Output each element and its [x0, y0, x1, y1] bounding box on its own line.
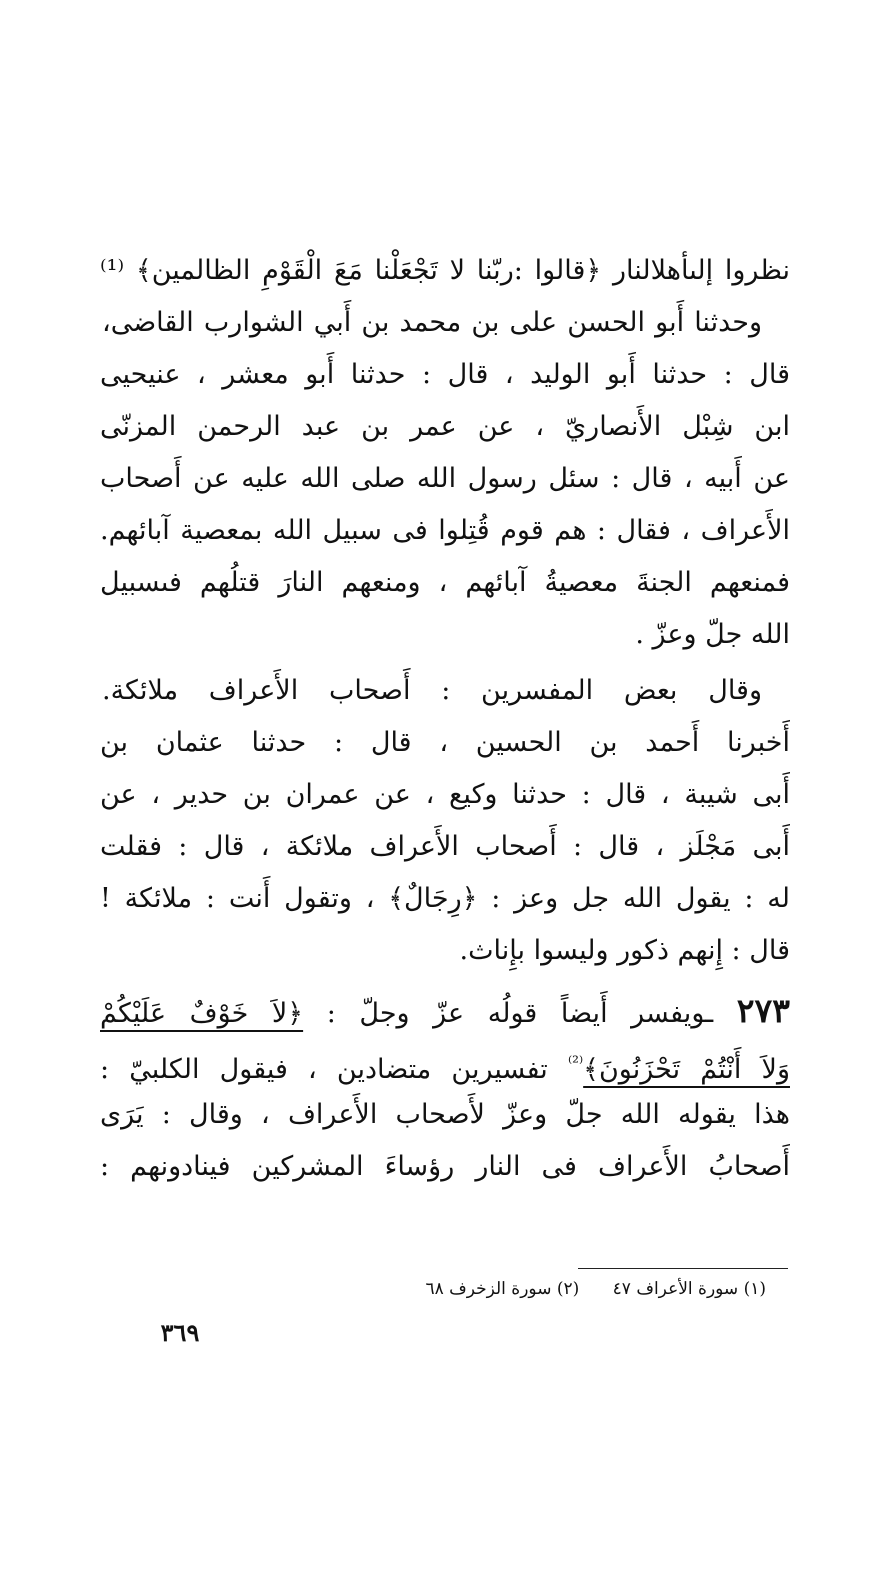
section-273-line-1 — [100, 985, 790, 1037]
text-line-10: أَخبرنا أَحمد بن الحسين ، قال : حدثنا عثمان بن — [100, 727, 790, 758]
text-line-14: قال : إِنهم ذكور وليسوا بإِناث. — [459, 935, 790, 966]
text-line-5: عن أَبيه ، قال : سئل رسول الله صلى الله عليه عن أَصحاب — [100, 463, 790, 494]
text-line-12: أَبى مَجْلَز ، قال : أَصحاب الأَعراف ملائكة ، قال : فقلت — [100, 831, 790, 862]
page-number: ٣٦٩ — [160, 1318, 200, 1347]
section-273-line-2 — [100, 1037, 790, 1089]
quran-verse-end: وَلاَ أَنْتُمْ تَحْزَنُونَ﴾ — [583, 1054, 790, 1085]
text-line-13: له : يقول الله جل وعز : ﴿رِجَالٌ﴾ ، وتقول أَنت : ملائكة ! — [100, 883, 790, 914]
footnote-1: (١) سورة الأعراف ٤٧ — [612, 1279, 766, 1299]
text-line-4: ابن شِبْل الأَنصاريّ ، عن عمر بن عبد الرحمن المزنّى — [100, 411, 790, 442]
footnote-2: (٢) سورة الزخرف ٦٨ — [425, 1279, 580, 1299]
quran-verse-start: ﴿لاَ خَوْفٌ عَلَيْكُمْ — [100, 998, 304, 1029]
footnote-ref-2: ⁽²⁾ — [567, 1053, 584, 1073]
text-line-6: الأَعراف ، فقال : هم قوم قُتِلوا فى سبيل الله بمعصية آبائهم. — [100, 515, 790, 546]
text-line-8: الله جلّ وعزّ . — [635, 619, 790, 650]
footnotes — [246, 1272, 766, 1306]
section-intro: ـويفسر أَيضاً قولُه عزّ وجلّ : — [326, 998, 714, 1029]
text-line-3: قال : حدثنا أَبو الوليد ، قال : حدثنا أَبو معشر ، عنيحيى — [100, 359, 790, 390]
section-line-2-text: تفسيرين متضادين ، فيقول الكلبيّ : — [100, 1054, 548, 1085]
section-273-line-4: أَصحابُ الأَعراف فى النار رؤساءَ المشركين فينادونهم : — [100, 1151, 790, 1182]
text-line-2: وحدثنا أَبو الحسن على بن محمد بن أَبي الشوارب القاضى، — [102, 307, 762, 338]
section-273-line-3: هذا يقوله الله جلّ وعزّ لأَصحاب الأَعراف ، وقال : يَرَى — [100, 1099, 790, 1130]
text-line-11: أَبى شيبة ، قال : حدثنا وكيع ، عن عمران بن حدير ، عن — [100, 779, 790, 810]
text-line-1: نظروا إلىأهلالنار ﴿قالوا :ربّنا لا تَجْعَلْنا مَعَ الْقَوْمِ الظالمين﴾ ⁽¹⁾ — [100, 255, 790, 286]
text-line-7: فمنعهم الجنةَ معصيةُ آبائهم ، ومنعهم النارَ قتلُهم فىسبيل — [100, 567, 790, 598]
footnote-divider — [578, 1268, 788, 1269]
text-line-9: وقال بعض المفسرين : أَصحاب الأَعراف ملائكة. — [102, 675, 762, 706]
section-number: ٢٧٣ — [736, 991, 790, 1030]
